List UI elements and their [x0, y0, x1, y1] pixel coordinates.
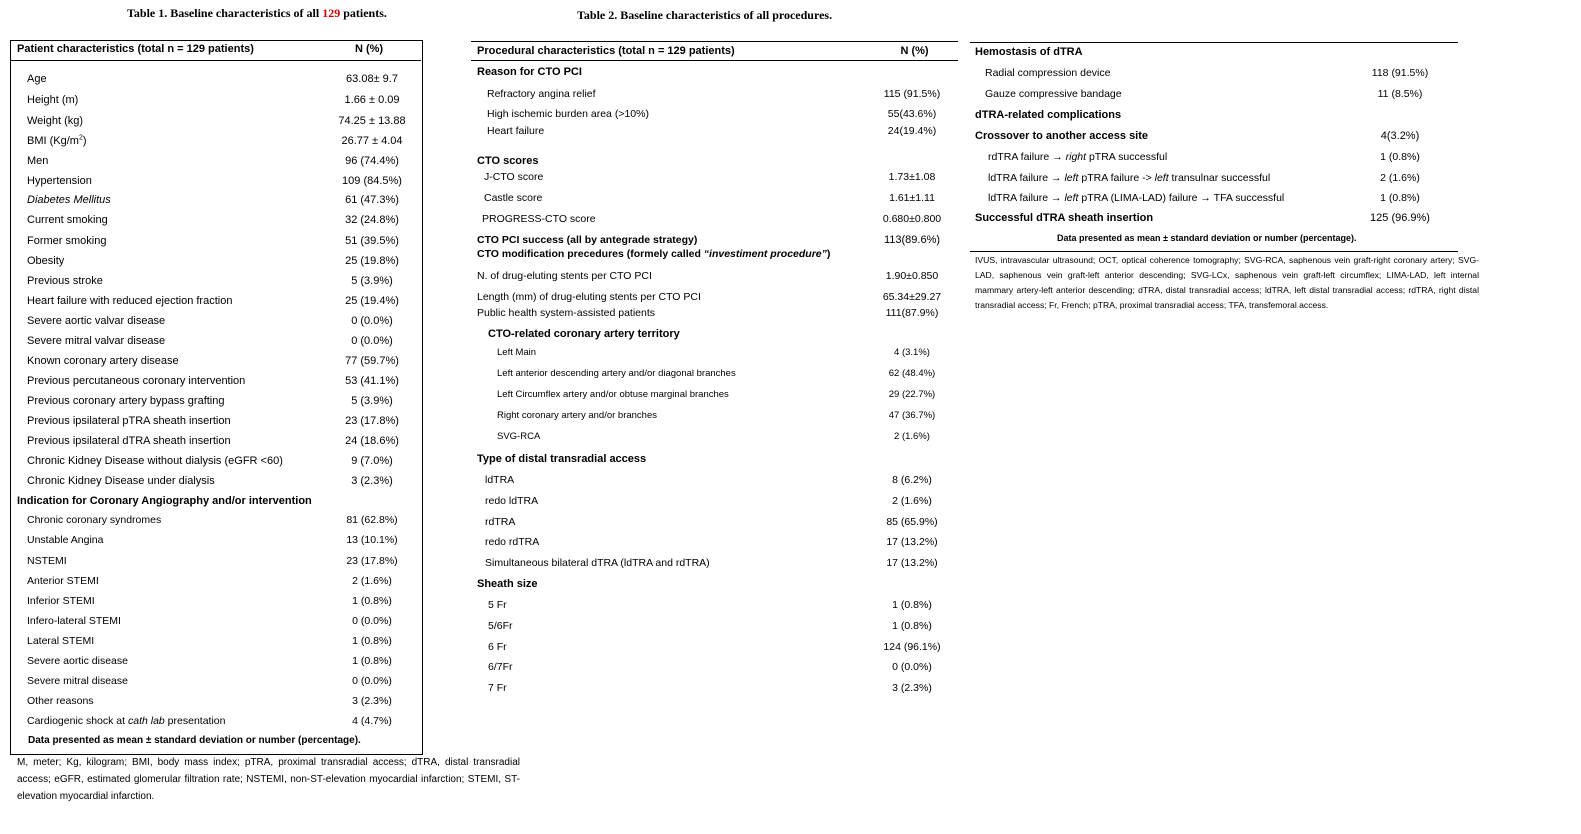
table-row: Heart failure 24(19.4%): [487, 125, 937, 137]
table-row: redo ldTRA 2 (1.6%): [485, 495, 932, 507]
table-row: Chronic Kidney Disease without dialysis (eGFR <60) 9 (7.0%): [27, 455, 393, 467]
table2-abbreviations: IVUS, intravascular ultrasound; OCT, optical coherence tomography; SVG-RCA, saphenous vein graft-right coronary artery; SVG-LAD, saphenous vein graft-left anterior descending; SVG-LCx, saphenous vein graft-left circumflex; LIMA-LAD, left internal mammary artery-left anterior descending; dTRA, distal transradial access; ldTRA, left distal transradial access; rdTRA, right distal transradial access; Fr, French; pTRA, proximal transradial access; TFA, transfemoral access.: [975, 255, 1479, 310]
table-row: Left anterior descending artery and/or diagonal branches 62 (48.4%): [497, 368, 936, 379]
table-row: 5 Fr 1 (0.8%): [488, 599, 932, 611]
table-row: BMI $(Kg/m^2)$ 26.77 ± 4.04: [27, 134, 403, 147]
reason-header: Reason for CTO PCI: [477, 66, 582, 78]
table-row: Previous ipsilateral dTRA sheath insertion 24 (18.6%): [27, 435, 399, 447]
territory-header: CTO-related coronary artery territory: [488, 328, 680, 340]
table-row: Length (mm) of drug-eluting stents per CTO PCI 65.34±29.27: [477, 291, 942, 303]
table-row: Severe aortic valvar disease 0 (0.0%): [27, 315, 393, 327]
table-row: Simultaneous bilateral dTRA (ldTRA and rdTRA) 17 (13.2%): [485, 557, 938, 569]
table-row: PROGRESS-CTO score 0.680±0.800: [482, 213, 942, 225]
column-header-n: N (%): [900, 45, 929, 57]
table3-bottom-rule: [970, 251, 1458, 252]
table-row: Cardiogenic shock at cath lab presentation 4 (4.7%): [27, 715, 392, 727]
table2-title: Table 2. Baseline characteristics of all procedures.: [577, 8, 833, 22]
table-row: NSTEMI 23 (17.8%): [27, 555, 398, 567]
access-header: Type of distal transradial access: [477, 453, 647, 465]
table-row: Current smoking 32 (24.8%): [27, 214, 399, 226]
table-row: Men 96 (74.4%): [27, 155, 399, 167]
scores-header: CTO scores: [477, 155, 539, 167]
table-row: Castle score 1.61±1.11: [484, 192, 935, 204]
arrow-right-icon: →: [1051, 172, 1062, 184]
table1-footer: Data presented as mean ± standard deviation or number (percentage).: [28, 735, 361, 746]
table-row: CTO PCI success (all by antegrade strategy) 113(89.6%): [477, 234, 941, 246]
table-row: ldTRA failure → left pTRA failure -> left transulnar successful 2 (1.6%): [988, 172, 1420, 184]
table-row: Severe aortic disease 1 (0.8%): [27, 655, 392, 667]
modification-header: CTO modification precedures (formely called “investiment procedure”): [477, 248, 831, 260]
table-row: Chronic coronary syndromes 81 (62.8%): [27, 514, 398, 526]
table-row: Unstable Angina 13 (10.1%): [27, 534, 398, 546]
table2-header: [477, 41, 957, 61]
table-row: Previous percutaneous coronary intervention 53 (41.1%): [27, 375, 399, 387]
table-row: Inferior STEMI 1 (0.8%): [27, 595, 392, 607]
table-row: Left Circumflex artery and/or obtuse marginal branches 29 (22.7%): [497, 389, 936, 400]
table-row: Chronic Kidney Disease under dialysis 3 (2.3%): [27, 475, 393, 487]
table-row: Infero-lateral STEMI 0 (0.0%): [27, 615, 392, 627]
table-row: Public health system-assisted patients 111(87.9%): [477, 307, 939, 319]
table-row: 7 Fr 3 (2.3%): [488, 682, 932, 694]
table-row: Lateral STEMI 1 (0.8%): [27, 635, 392, 647]
table1-header: [17, 39, 417, 59]
arrow-right-icon: →: [1052, 151, 1063, 163]
table-row: 6 Fr 124 (96.1%): [488, 641, 941, 653]
table-row: Radial compression device 118 (91.5%): [985, 67, 1429, 79]
table2-header-rule: [471, 60, 958, 61]
table-row: Previous stroke 5 (3.9%): [27, 275, 393, 287]
arrow-right-icon: →: [1051, 192, 1062, 204]
table-row: Right coronary artery and/or branches 47 (36.7%): [497, 410, 936, 421]
table-row: ldTRA failure → left pTRA (LIMA-LAD) failure → TFA successful 1 (0.8%): [988, 192, 1420, 204]
arrow-right-icon: →: [1200, 192, 1211, 204]
table-row: Anterior STEMI 2 (1.6%): [27, 575, 392, 587]
table-row: Severe mitral valvar disease 0 (0.0%): [27, 335, 393, 347]
table-row: Other reasons 3 (2.3%): [27, 695, 392, 707]
table-row: SVG-RCA 2 (1.6%): [497, 431, 930, 442]
table-row: Severe mitral disease 0 (0.0%): [27, 675, 392, 687]
table-row: 5/6Fr 1 (0.8%): [488, 620, 932, 632]
table-row: Hypertension 109 (84.5%): [27, 175, 402, 187]
table-row: Crossover to another access site 4(3.2%): [975, 130, 1420, 142]
table3-footer: Data presented as mean ± standard deviation or number (percentage).: [1057, 233, 1357, 243]
table-row: Previous coronary artery bypass grafting 5 (3.9%): [27, 395, 393, 407]
table1-header-rule: [11, 60, 421, 61]
sheath-header: Sheath size: [477, 578, 538, 590]
table-row: N. of drug-eluting stents per CTO PCI 1.90±0.850: [477, 270, 939, 282]
table-row: Known coronary artery disease 77 (59.7%): [27, 355, 399, 367]
table-row: High ischemic burden area (>10%) 55(43.6%): [487, 108, 937, 120]
table-row: Refractory angina relief 115 (91.5%): [487, 88, 941, 100]
indication-header: Indication for Coronary Angiography and/or intervention: [17, 495, 312, 507]
table-row: J-CTO score 1.73±1.08: [484, 171, 936, 183]
table-row: Successful dTRA sheath insertion 125 (96.9%): [975, 212, 1430, 224]
table-row: Weight (kg) 74.25 ± 13.88: [27, 115, 406, 127]
table-row: Diabetes Mellitus 61 (47.3%): [27, 194, 399, 206]
table-row: 6/7Fr 0 (0.0%): [488, 661, 932, 673]
hemostasis-header: Hemostasis of dTRA: [975, 46, 1083, 58]
table-row: ldTRA 8 (6.2%): [485, 474, 932, 486]
table-row: Left Main 4 (3.1%): [497, 347, 930, 358]
table1-abbreviations: M, meter; Kg, kilogram; BMI, body mass index; pTRA, proximal transradial access; dTRA, distal transradial access; eGFR, estimated glomerular filtration rate; NSTEMI, non-ST-elevation myocardial infarction; STEMI, ST-elevation myocardial infarction.: [17, 757, 520, 802]
column-header-n: N (%): [354, 43, 384, 55]
table-row: rdTRA 85 (65.9%): [485, 516, 938, 528]
table-row: Age 63.08± 9.7: [27, 73, 398, 85]
table-row: Heart failure with reduced ejection fraction 25 (19.4%): [27, 295, 399, 307]
table1-title: Table 1. Baseline characteristics of all 129 patients.: [127, 6, 387, 20]
column-header-procedural: Procedural characteristics (total n = 129 patients): [477, 45, 735, 57]
table-row: rdTRA failure → right pTRA successful 1 (0.8%): [988, 151, 1420, 163]
table-row: redo rdTRA 17 (13.2%): [485, 536, 938, 548]
complications-header: dTRA-related complications: [975, 109, 1122, 121]
table-row: Former smoking 51 (39.5%): [27, 235, 399, 247]
column-header-characteristics: Patient characteristics (total n = 129 patients): [17, 43, 254, 55]
table-row: Obesity 25 (19.8%): [27, 255, 399, 267]
table-row: Gauze compressive bandage 11 (8.5%): [985, 88, 1423, 100]
table-row: Height (m) 1.66 ± 0.09: [27, 94, 400, 106]
table-row: Previous ipsilateral pTRA sheath insertion 23 (17.8%): [27, 415, 399, 427]
